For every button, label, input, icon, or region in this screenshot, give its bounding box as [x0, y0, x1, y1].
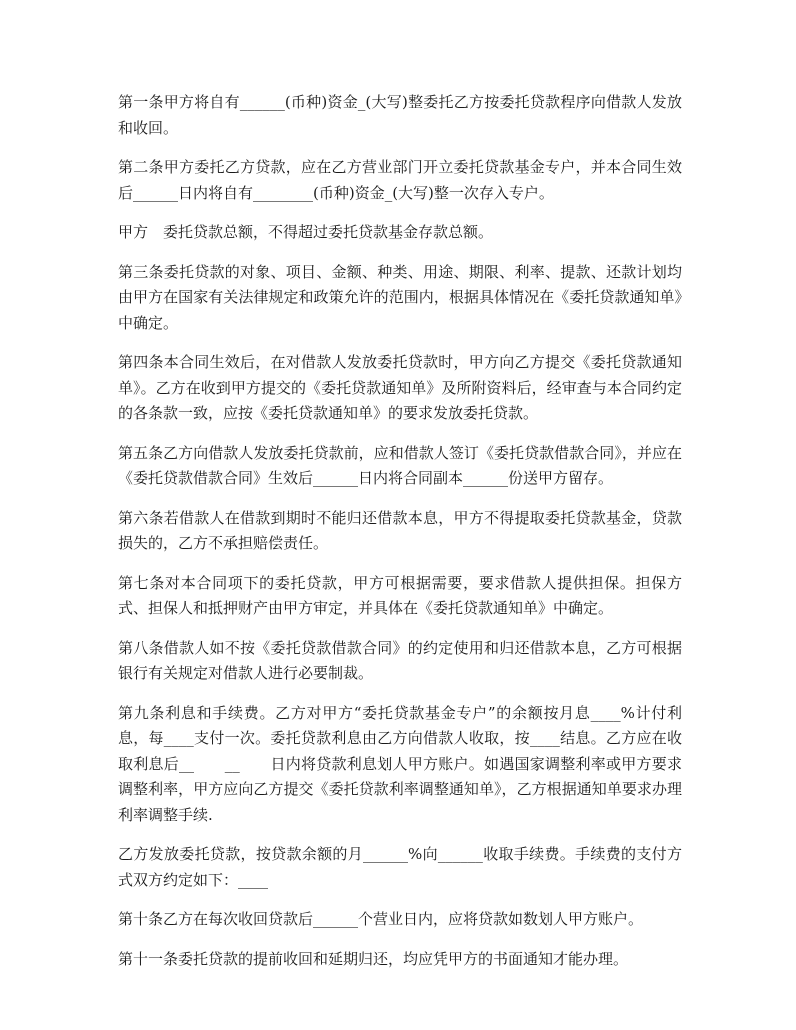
article-4-paragraph: 第四条本合同生效后，在对借款人发放委托贷款时，甲方向乙方提交《委托贷款通知单》。乙方在收到甲方提交的《委托贷款通知单》及所附资料后，经审查与本合同约定的各条款一致，应按《委托贷款通知单》的要求发放委托贷款。 [118, 353, 682, 422]
article-5-paragraph: 第五条乙方向借款人发放委托贷款前，应和借款人签订《委托贷款借款合同》，并应在《委托贷款借款合同》生效后______日内将合同副本______份送甲方留存。 [118, 443, 682, 487]
article-6-paragraph: 第六条若借款人在借款到期时不能归还借款本息，甲方不得提取委托贷款基金，贷款损失的，乙方不承担赔偿责任。 [118, 508, 682, 552]
article-11-paragraph: 第十一条委托贷款的提前收回和延期归还，均应凭甲方的书面通知才能办理。 [118, 949, 629, 968]
article-8-paragraph: 第八条借款人如不按《委托贷款借款合同》的约定使用和归还借款本息，乙方可根据银行有关规定对借款人进行必要制裁。 [118, 638, 682, 682]
article-3-paragraph: 第三条委托贷款的对象、项目、金额、种类、用途、期限、利率、提款、还款计划均由甲方在国家有关法律规定和政策允许的范围内，根据具体情况在《委托贷款通知单》中确定。 [118, 262, 682, 332]
article-10-paragraph: 第十条乙方在每次收回贷款后______个营业日内，应将贷款如数划人甲方账户。 [118, 910, 644, 928]
article-1-paragraph: 第一条甲方将自有______(币种)资金_(大写)整委托乙方按委托贷款程序向借款人发放和收回。 [118, 93, 682, 137]
article-2-paragraph: 第二条甲方委托乙方贷款，应在乙方营业部门开立委托贷款基金专户，并本合同生效后______日内将自有________(币种)资金_(大写)整一次存入专户。 [118, 158, 682, 202]
article-9-paragraph: 第九条利息和手续费。乙方对甲方“委托贷款基金专户”的余额按月息____%计付利息，每____支付一次。委托贷款利息由乙方向借款人收取，按____结息。乙方应在收取利息后__ __ 日内将贷款利息划人甲方账户。如遇国家调整利率或甲方要求调整利率，甲方应向乙方提交《委托贷款利率调整通知单》，乙方根据通知单要求办理利率调整手续. [118, 703, 682, 824]
article-7-paragraph: 第七条对本合同项下的委托贷款，甲方可根据需要，要求借款人提供担保。担保方式、担保人和抵押财产由甲方审定，并具体在《委托贷款通知单》中确定。 [118, 573, 682, 617]
deposit-limit-paragraph: 甲方 委托贷款总额，不得超过委托贷款基金存款总额。 [118, 223, 494, 241]
document-body [118, 90, 682, 986]
handling-fee-paragraph: 乙方发放委托贷款，按贷款余额的月______%向______收取手续费。手续费的支付方式双方约定如下：____ [118, 845, 682, 889]
